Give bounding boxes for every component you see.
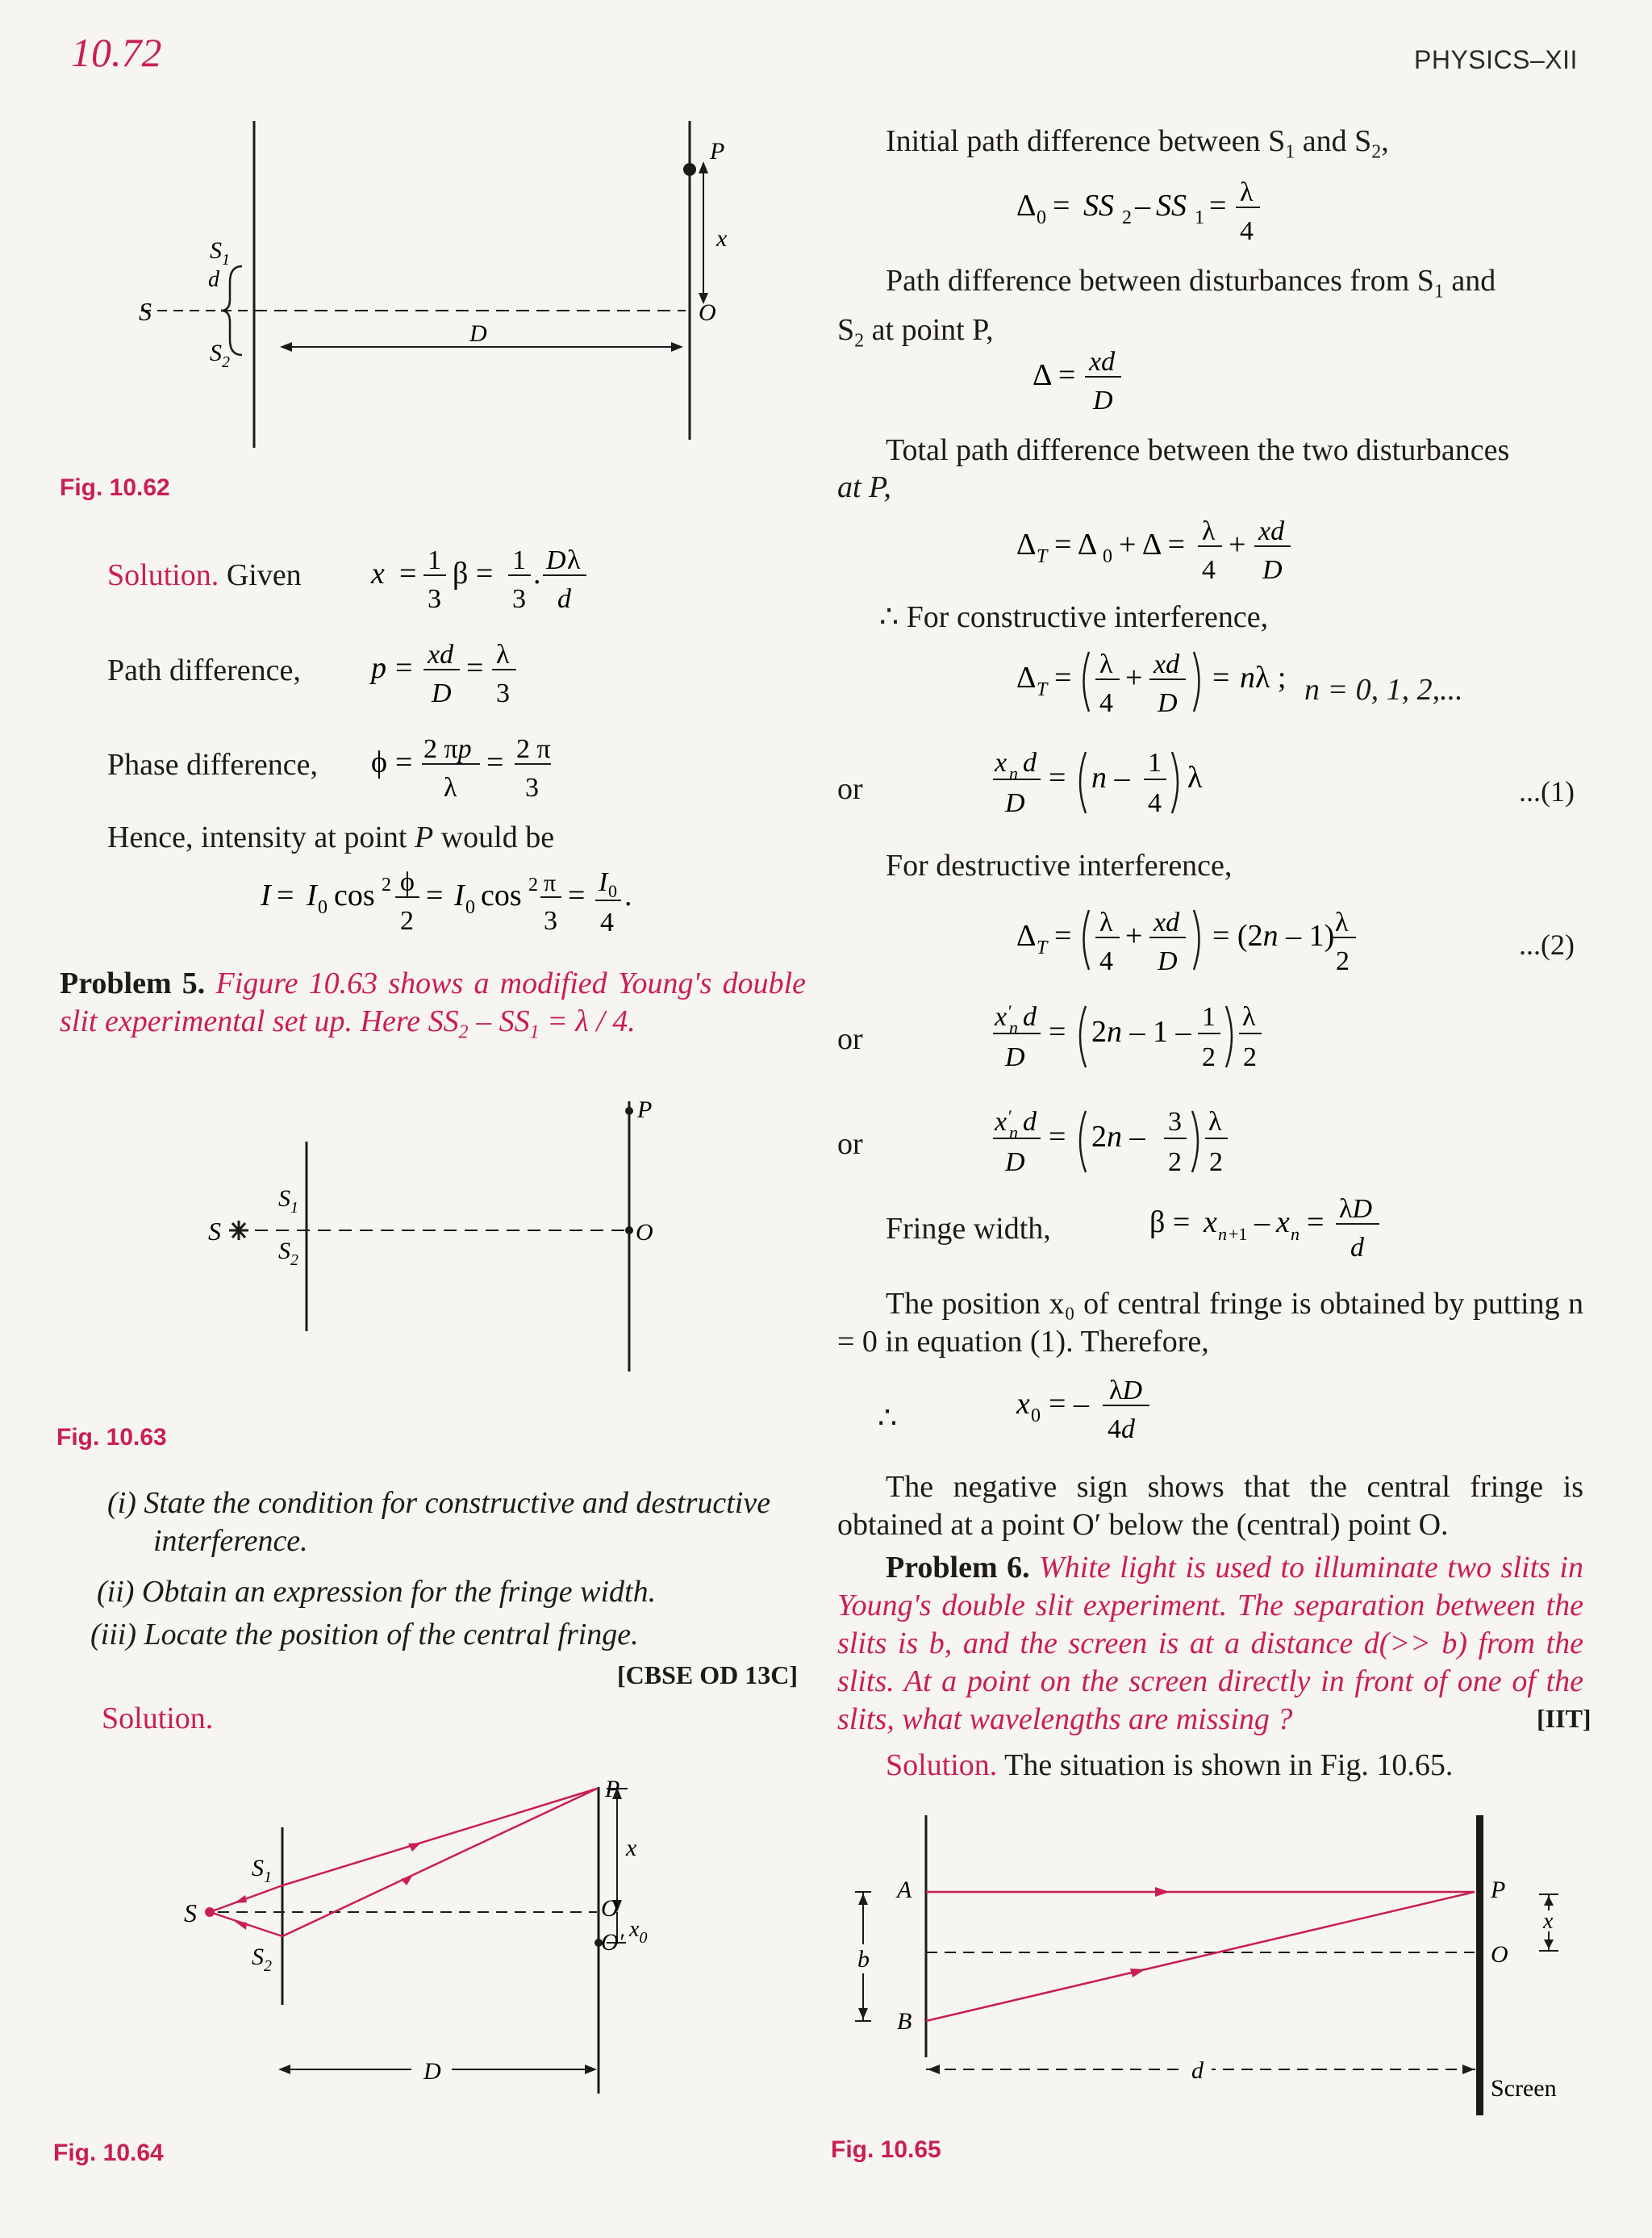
problem-6-source: [IIT] [1537,1704,1592,1733]
fig64-label-s: S [184,1898,197,1927]
svg-text:n: n [1009,763,1018,783]
svg-text:xd: xd [1089,347,1116,377]
svg-text:+1: +1 [1229,1224,1248,1244]
fig64-label-o: O [601,1895,619,1922]
svg-text:4: 4 [1148,788,1162,818]
svg-text:=: = [1054,661,1072,695]
svg-text:2: 2 [400,906,414,936]
svg-text:λD: λD [1339,1194,1373,1224]
svg-text:′: ′ [1008,1106,1012,1126]
path-difference-para: Path difference between disturbances from $S_1$ and $S_2$ at point P, [837,264,1496,352]
solution-1-line [107,557,302,595]
svg-text:D: D [432,678,452,708]
figure-10-62 [121,117,734,456]
svg-text:1: 1 [1148,748,1162,778]
svg-text:λ: λ [444,773,457,803]
total-path-line1: Total path difference between the two disturbances [886,433,1510,467]
svg-text:=: = [1212,661,1230,695]
svg-text:–: – [1135,189,1150,223]
svg-text:λ: λ [1242,1002,1256,1032]
fig64-label-x: x [626,1835,637,1861]
fig65-label-b-point: B [897,2008,912,2035]
svg-text:=: = [568,879,586,912]
fig65-label-screen: Screen [1491,2075,1557,2102]
svg-text:n: n [1009,1122,1018,1142]
svg-text:4: 4 [1240,216,1254,246]
svg-text:+ Δ =: + Δ = [1119,528,1186,562]
svg-text:=: = [395,745,413,779]
svg-text:=: = [1307,1205,1325,1239]
svg-text:x: x [1276,1205,1290,1239]
fig64-label-s1: $S_1$ [252,1855,272,1886]
svg-text:λ: λ [1335,908,1349,937]
n-values: n = 0, 1, 2,... [1304,673,1463,707]
svg-text:3: 3 [525,773,539,803]
svg-text:SS: SS [1083,189,1114,223]
svg-text:xd: xd [428,640,454,670]
fig64-label-D: D [423,2058,441,2085]
svg-text:=: = [1049,1015,1066,1049]
equation-x-given [367,537,609,625]
light-source-icon [229,1221,248,1240]
svg-text:cos: cos [481,879,522,912]
fig62-label-s: S [139,297,152,326]
figure-10-65 [839,1807,1581,2122]
fig65-label-x: x [1543,1909,1554,1934]
svg-text:3: 3 [512,584,526,614]
path-difference-label: Path difference, [107,653,301,687]
svg-text:0: 0 [1031,1405,1041,1426]
equation-destructive [1012,896,1383,992]
problem-5-item-1: (i) State the condition for constructive and destructive interference. [107,1486,771,1558]
fig62-label-D: D [469,320,487,347]
intensity-intro: Hence, intensity at point P would be [107,820,555,854]
svg-text:cos: cos [334,879,375,912]
equation-path-difference [367,628,544,716]
solution-1-given: Given [226,558,302,592]
fig65-label-a: A [897,1877,912,1903]
svg-text:=: = [399,557,417,591]
fig65-label-o: O [1491,1941,1508,1968]
svg-text:2n –: 2n – [1091,1120,1145,1154]
svg-text:=: = [1049,1120,1066,1154]
svg-text:n: n [1218,1224,1227,1244]
svg-text:λ: λ [1099,908,1113,937]
svg-text:=: = [466,651,484,685]
svg-text:I: I [261,879,271,912]
fig63-label-s: S [208,1217,221,1246]
svg-text:3: 3 [428,584,441,614]
svg-text:2: 2 [1122,207,1132,228]
svg-text:I: I [454,879,465,912]
svg-text:λ: λ [1208,1107,1222,1137]
position-paragraph: The position x₀ of central fringe is obtained by putting n = 0 in equation (1). Therefore, [837,1287,1583,1359]
fig-10-64-caption: Fig. 10.64 [53,2140,164,2166]
fig62-label-x: x [716,225,728,252]
equation-xn [991,734,1233,831]
problem-5-item-2: (ii) Obtain an expression for the fringe width. [97,1575,657,1609]
svg-text:x: x [371,557,385,591]
solution-6-line: Solution. The situation is shown in Fig. 10.65. [886,1748,1454,1782]
svg-text:0: 0 [1103,546,1112,567]
svg-text:D: D [1005,1147,1025,1177]
svg-text:2: 2 [1243,1042,1257,1072]
fig65-label-b: b [857,1946,870,1973]
svg-text:D: D [1005,788,1025,818]
svg-text:+: + [1229,528,1246,562]
svg-text:4: 4 [1202,555,1216,585]
svg-text:0: 0 [608,881,617,901]
svg-text:2: 2 [1209,1147,1223,1177]
svg-text:2: 2 [382,875,391,896]
or-3: or [837,1127,863,1161]
svg-text:4: 4 [600,908,614,937]
initial-path-line: Initial path difference between $S_1$ and $S_2$, [886,124,1389,163]
equation-total-path [1012,504,1319,593]
svg-text:=: = [277,879,294,912]
equation-xn-prime-1 [991,988,1281,1085]
svg-text:λ: λ [496,640,510,670]
svg-text:π: π [544,870,557,896]
svg-text:x: x [1016,1387,1030,1421]
svg-text:3: 3 [1168,1107,1182,1137]
or-1: or [837,772,863,806]
svg-text:T: T [1037,679,1048,700]
fig65-label-p: P [1491,1877,1506,1903]
phase-difference-label: Phase difference, [107,748,318,782]
figure-10-64 [177,1771,710,2110]
svg-text:p: p [371,651,386,685]
equation-initial-path [1012,165,1303,254]
svg-text:′: ′ [1008,1001,1012,1021]
svg-text:λ: λ [1099,649,1113,679]
fig64-label-o-prime: O′ [601,1929,624,1956]
svg-text:2 π: 2 π [516,734,551,764]
equation-intensity [257,855,644,944]
svg-text:Δ: Δ [1016,189,1037,223]
svg-text:d: d [1350,1233,1364,1263]
svg-text:SS: SS [1156,189,1187,223]
svg-text:2: 2 [528,875,538,896]
svg-text:β =: β = [453,557,494,591]
fig-10-62-caption: Fig. 10.62 [60,474,170,501]
equation-fringe-width [1145,1182,1420,1275]
svg-text:D: D [1158,946,1178,976]
svg-text:2n – 1 –: 2n – 1 – [1091,1015,1191,1049]
svg-text:=: = [426,879,444,912]
svg-text:= –: = – [1049,1387,1089,1421]
svg-text:1: 1 [1202,1002,1216,1032]
svg-text:ϕ: ϕ [400,867,415,897]
negative-sign-paragraph: The negative sign shows that the central fringe is obtained at a point O′ below the (central) point O. [837,1470,1583,1542]
equation-tag-2: ...(2) [1519,929,1575,961]
svg-text:2: 2 [1168,1147,1182,1177]
fig62-label-o: O [699,299,716,326]
fig-10-63-caption: Fig. 10.63 [56,1424,167,1451]
svg-text:x: x [1204,1205,1217,1239]
therefore-symbol: ∴ [878,1401,898,1435]
svg-text:.: . [624,879,632,912]
svg-text:0: 0 [318,897,327,918]
svg-text:4d: 4d [1108,1414,1135,1444]
total-path-line2: at P, [837,470,891,504]
svg-text:=: = [1053,189,1070,223]
svg-text:xd: xd [1153,908,1180,937]
svg-text:4: 4 [1099,946,1113,976]
svg-text:=: = [1054,919,1072,953]
svg-text:nλ ;: nλ ; [1240,661,1287,695]
fig63-label-s1: $S_1$ [278,1185,298,1217]
svg-text:T: T [1037,937,1048,958]
fig63-label-s2: $S_2$ [278,1238,298,1269]
svg-text:=: = [486,745,504,779]
equation-phase-difference [367,722,577,811]
svg-text:λ: λ [1240,177,1254,207]
svg-text:x: x [995,1107,1007,1137]
svg-text:T: T [1037,546,1048,567]
fig63-label-p: P [637,1096,653,1123]
problem-5-statement: Problem 5. Figure 10.63 shows a modified Young's double slit experimental set up. Here $SS_2 - SS_1 = \lambda / 4$. [60,967,806,1043]
problem-5-item-3: (iii) Locate the position of the central fringe. [90,1618,639,1651]
equation-xn-prime-2 [991,1093,1257,1190]
svg-text:2 πp: 2 πp [423,734,472,764]
svg-text:I: I [599,867,608,897]
solution-5-heading: Solution. [102,1701,214,1735]
svg-text:xd: xd [1258,516,1285,546]
fig62-label-p: P [710,138,725,165]
fig64-label-p: P [605,1776,620,1802]
fringe-width-label: Fringe width, [886,1212,1051,1246]
running-head: PHYSICS–XII [1414,45,1578,74]
svg-text:x: x [995,1002,1007,1032]
page-number: 10.72 [71,30,162,75]
problem-5-source: [CBSE OD 13C] [617,1660,799,1689]
svg-text:xd: xd [1153,649,1180,679]
fig-10-65-caption: Fig. 10.65 [831,2136,941,2163]
svg-text:I: I [307,879,317,912]
svg-text:1: 1 [512,545,526,575]
svg-text:+: + [1125,919,1143,953]
svg-text:3: 3 [544,906,557,936]
fig64-label-x0: $x_0$ [629,1917,648,1947]
figure-10-63 [202,1093,686,1384]
svg-text:β =: β = [1149,1205,1191,1239]
svg-text:D: D [1093,386,1113,415]
svg-text:= (2n – 1): = (2n – 1) [1212,919,1335,953]
svg-text:λ: λ [1202,516,1216,546]
svg-text:–: – [1254,1205,1270,1239]
destructive-line: For destructive interference, [886,849,1233,883]
svg-text:.: . [533,557,541,591]
fig62-label-s1: $S_1$ [210,237,230,269]
svg-text:Δ: Δ [1016,919,1037,953]
svg-text:=: = [1049,761,1066,795]
svg-text:λD: λD [1109,1376,1143,1405]
fig63-label-o: O [636,1219,653,1246]
fig65-label-d: d [1191,2057,1204,2084]
equation-x0 [1012,1363,1190,1456]
svg-text:=: = [1209,189,1227,223]
svg-text:0: 0 [1037,207,1046,228]
problem-6-statement: Problem 6. White light is used to illuminate two slits in Young's double slit experiment. The separation between the slits is b, and the screen is at a distance d(>> b) from the slits. At a point on the screen directly in front of one of the slits, what wavelengths are missing ? [837,1551,1583,1736]
svg-text:0: 0 [465,897,475,918]
svg-text:+: + [1125,661,1143,695]
svg-text:λ: λ [1187,761,1203,795]
constructive-line: ∴ For constructive interference, [879,600,1269,634]
svg-text:Δ: Δ [1016,528,1037,562]
svg-text:D: D [1158,688,1178,718]
svg-text:ϕ: ϕ [371,745,388,779]
svg-text:d: d [1023,1107,1037,1137]
svg-text:4: 4 [1099,688,1113,718]
svg-text:D: D [1262,555,1283,585]
svg-text:d: d [557,584,571,614]
svg-text:2: 2 [1336,946,1350,976]
svg-text:3: 3 [496,678,510,708]
equation-tag-1: ...(1) [1519,775,1575,808]
svg-text:D: D [1005,1042,1025,1072]
svg-text:λ: λ [567,545,581,575]
svg-text:d: d [1023,748,1037,778]
svg-text:n –: n – [1091,761,1130,795]
svg-text:D: D [546,545,566,575]
fig62-label-s2: $S_2$ [210,340,230,371]
svg-text:=: = [395,651,413,685]
equation-delta [1028,335,1174,424]
fig62-label-d: d [208,267,219,292]
svg-text:2: 2 [1202,1042,1216,1072]
svg-text:Δ =: Δ = [1032,358,1076,392]
svg-text:n: n [1009,1017,1018,1038]
svg-text:1: 1 [428,545,441,575]
svg-text:= Δ: = Δ [1054,528,1098,562]
or-2: or [837,1022,863,1056]
fig64-label-s2: $S_2$ [252,1944,272,1975]
svg-text:x: x [995,748,1007,778]
solution-1-heading: Solution. [107,558,219,592]
svg-text:d: d [1023,1002,1037,1032]
svg-text:n: n [1291,1224,1299,1244]
svg-text:Δ: Δ [1016,661,1037,695]
svg-text:1: 1 [1195,207,1204,228]
